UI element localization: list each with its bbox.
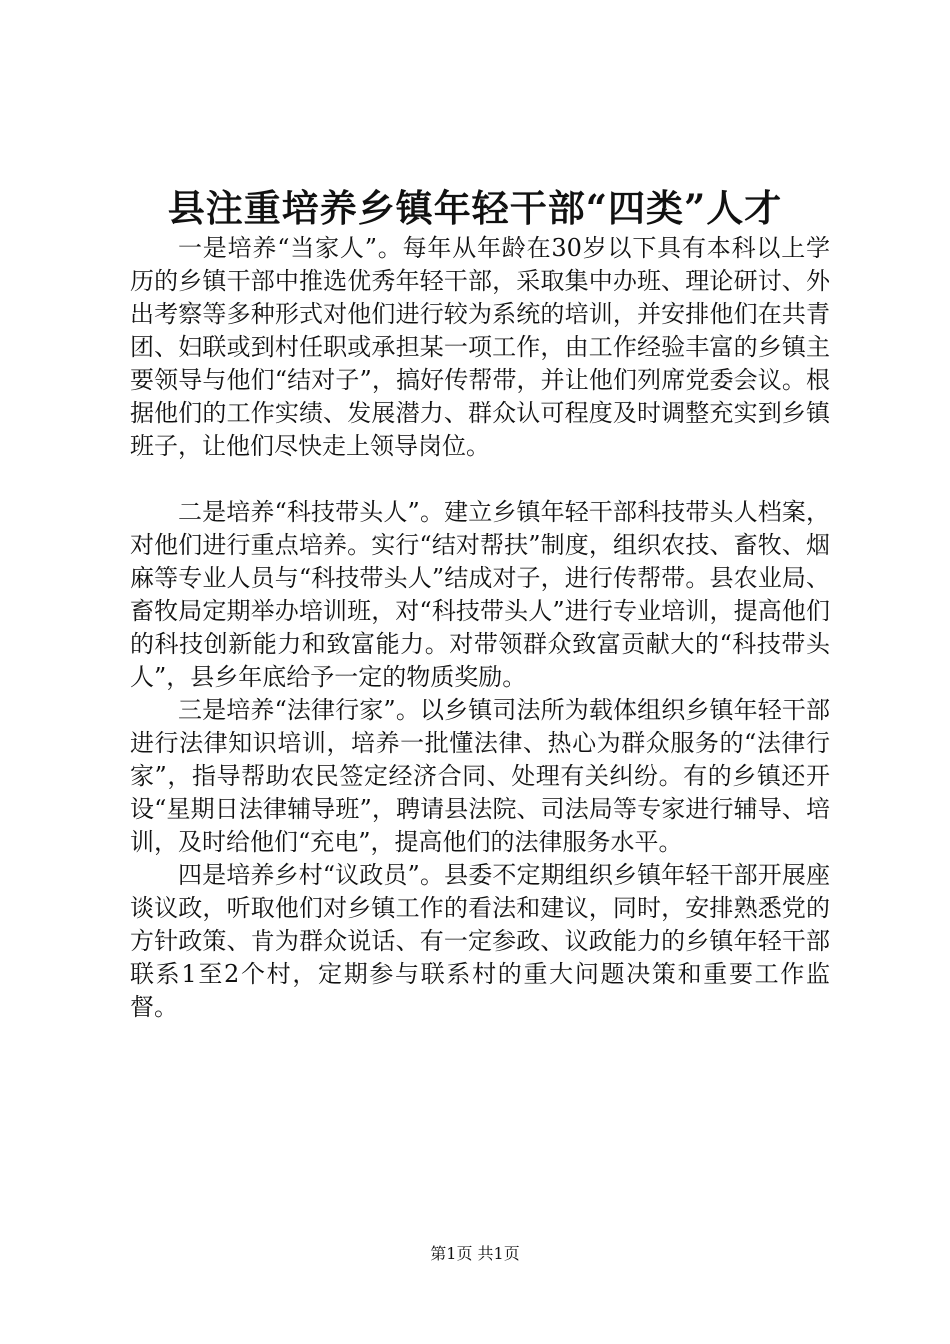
paragraph-2: 二是培养“科技带头人”。建立乡镇年轻干部科技带头人档案，对他们进行重点培养。实行“结对帮扶”制度，组织农技、畜牧、烟麻等专业人员与“科技带头人”结成对子，进行传帮带。县农业局、畜牧局定期举办培训班，对“科技带头人”进行专业培训，提高他们的科技创新能力和致富能力。对带领群众致富贡献大的“科技带头人”，县乡年底给予一定的物质奖励。 xyxy=(130,498,830,691)
document-body xyxy=(130,232,830,1024)
paragraph-4: 四是培养乡村“议政员”。县委不定期组织乡镇年轻干部开展座谈议政，听取他们对乡镇工作的看法和建议，同时，安排熟悉党的方针政策、肯为群众说话、有一定参政、议政能力的乡镇年轻干部联系1至2个村，定期参与联系村的重大问题决策和重要工作监督。 xyxy=(130,861,830,1021)
paragraph-3: 三是培养“法律行家”。以乡镇司法所为载体组织乡镇年轻干部进行法律知识培训，培养一批懂法律、热心为群众服务的“法律行家”，指导帮助农民签定经济合同、处理有关纠纷。有的乡镇还开设“星期日法律辅导班”，聘请县法院、司法局等专家进行辅导、培训，及时给他们“充电”，提高他们的法律服务水平。 xyxy=(130,696,830,856)
page-title: 县注重培养乡镇年轻干部“四类”人才 xyxy=(167,186,783,230)
page-number-footer: 第1页 共1页 xyxy=(430,1244,520,1263)
paragraph-1: 一是培养“当家人”。每年从年龄在30岁以下具有本科以上学历的乡镇干部中推选优秀年轻干部，采取集中办班、理论研讨、外出考察等多种形式对他们进行较为系统的培训，并安排他们在共青团、妇联或到村任职或承担某一项工作，由工作经验丰富的乡镇主要领导与他们“结对子”，搞好传帮带，并让他们列席党委会议。根据他们的工作实绩、发展潜力、群众认可程度及时调整充实到乡镇班子，让他们尽快走上领导岗位。 xyxy=(130,234,830,460)
